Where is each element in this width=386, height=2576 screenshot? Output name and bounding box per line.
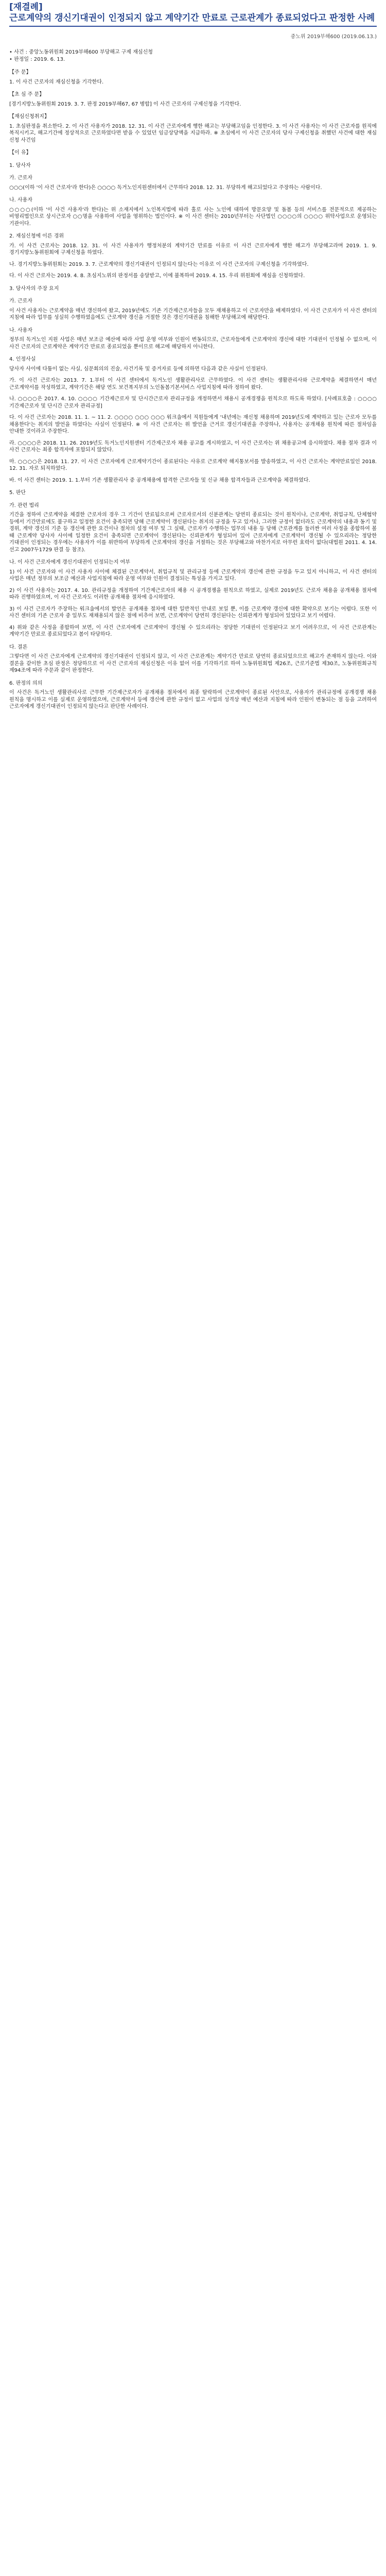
section-heading: 4. 인정사실 <box>9 357 36 362</box>
paragraph: ○○○(이하 '이 사건 근로자'라 한다)은 ○○○○ 독거노인지원센터에서 근무하다 2018. 12. 31. 부당하게 해고되었다고 주장하는 사람이다. <box>9 184 322 191</box>
paragraph: 그렇다면 이 사건 근로자에게 근로계약의 갱신기대권이 인정되지 않고, 이 사건 근로관계는 계약기간 만료로 당연히 종료되었으므로 해고가 존재하지 않는다. 이와 결론을 같이한 초심 판정은 정당하므로 이 사건 근로자의 재심신청은 이유 없어 이를 기각하기로 하여 노동위원회법 제26조, 근로기준법 제30조, 노동위원회규칙 제94조에 따라 주문과 같이 판정한다. <box>9 654 377 673</box>
paragraph: [경기지방노동위원회 2019. 3. 7. 판정 2019부해67, 67 병합] 이 사건 근로자의 구제신청을 기각한다. <box>9 101 241 107</box>
paragraph: 마. ○○○○은 2018. 11. 27. 이 사건 근로자에게 근로계약기간이 종료된다는 사유로 근로계약 해지통보서를 발송하였고, 이 사건 근로자는 계약만료일인 2018. 12. 31. 자로 퇴직하였다. <box>9 459 377 471</box>
paragraph: 이 사건은 독거노인 생활관리사로 근무한 기간제근로자가 공개채용 절차에서 최종 탈락하여 근로계약이 종료된 사안으로, 사용자가 관리규정에 공개경쟁 채용 원칙을 명시하고 이를 실제로 운영하였으며, 근로계약서 등에 갱신에 관한 규정이 없고 사업의 성격상 매년 예산과 지침에 따라 인원이 변동되는 점 등을 고려하여 근로자에게 갱신기대권이 인정되지 않는다고 판단한 사례이다. <box>9 690 377 709</box>
section-heading: 【초 심 주 문】 <box>9 92 45 97</box>
case-meta: 중노위 2019부해600 (2019.06.13.) <box>290 34 377 40</box>
section-heading: 다. 결론 <box>9 644 28 650</box>
paragraph: ○○○○(이하 '이 사건 사용자'라 한다)는 위 소재지에서 노인복지법에 따라 홀로 사는 노인에 대하여 방문요양 및 돌봄 등의 서비스를 전문적으로 제공하는 비영리법인으로 상시근로자 ○○명을 사용하여 사업을 영위하는 법인이다. ※ 이 사건 센터는 2010년부터는 사단법인 ○○○○의 ○○○○ 위탁사업으로 운영되는 기관이다. <box>9 207 377 227</box>
paragraph: 다. 이 사건 근로자는 2018. 11. 1. ~ 11. 2. ○○○○ ○○○ ○○○ 워크숍에서 직원들에게 '내년에는 재신청 채용하며 2019년도에 계약하고 있는 근로자 모두를 채용한다'는 취지의 발언을 하였다는 사실이 인정된다. ※ 이 사건 근로자는 위 발언을 근거로 갱신기대권을 주장하나, 사용자는 공개채용 원칙에 따른 절차임을 안내한 것이라고 주장한다. <box>9 415 377 434</box>
section-heading: 5. 판단 <box>9 490 26 496</box>
paragraph: 정부의 독거노인 지원 사업은 매년 보조금 예산에 따라 사업 운영 여부와 인원이 변동되므로, 근로자들에게 근로계약의 갱신에 대한 기대권이 인정될 수 없으며, 이 사건 근로자의 근로계약은 계약기간 만료로 종료되었을 뿐이므로 해고에 해당하지 아니한다. <box>9 337 377 350</box>
summary-line: • 사건 : 중앙노동위원회 2019부해600 부당해고 구제 재심신청 <box>9 49 153 55</box>
paragraph: 기간을 정하여 근로계약을 체결한 근로자의 경우 그 기간이 만료됨으로써 근로자로서의 신분관계는 당연히 종료되는 것이 원칙이나, 근로계약, 취업규칙, 단체협약 등에서 기간만료에도 불구하고 일정한 요건이 충족되면 당해 근로계약이 갱신된다는 취지의 규정을 두고 있거나, 그러한 규정이 없더라도 근로계약의 내용과 동기 및 경위, 계약 갱신의 기준 등 갱신에 관한 요건이나 절차의 설정 여부 및 그 실태, 근로자가 수행하는 업무의 내용 등 당해 근로관계를 둘러싼 여러 사정을 종합하여 볼 때 근로계약 당사자 사이에 일정한 요건이 충족되면 근로계약이 갱신된다는 신뢰관계가 형성되어 있어 근로자에게 근로계약이 갱신될 수 있으리라는 정당한 기대권이 인정되는 경우에는 사용자가 이를 위반하여 부당하게 근로계약의 갱신을 거절하는 것은 부당해고와 마찬가지로 아무런 효력이 없다(대법원 2011. 4. 14. 선고 2007두1729 판결 등 참조). <box>9 512 377 553</box>
section-heading: 가. 근로자 <box>9 175 32 181</box>
section-heading: 가. 관련 법리 <box>9 502 39 509</box>
paragraph: 가. 이 사건 근로자는 2018. 12. 31. 이 사건 사용자가 행정처분의 계약기간 만료를 이유로 이 사건 근로자에게 행한 해고가 부당해고라며 2019. 1. 9. 경기지방노동위원회에 구제신청을 하였다. <box>9 243 377 256</box>
paragraph: 다. 이 사건 근로자는 2019. 4. 8. 초심지노위의 판정서를 송달받고, 이에 불복하여 2019. 4. 15. 우리 위원회에 재심을 신청하였다. <box>9 273 305 279</box>
section-heading: 나. 사용자 <box>9 197 32 203</box>
summary-line: • 판정일 : 2019. 6. 13. <box>9 57 65 62</box>
paragraph: 1. 이 사건 근로자의 재심신청을 기각한다. <box>9 79 104 85</box>
section-heading: 【주 문】 <box>9 70 31 75</box>
section-heading: 【재심신청취지】 <box>9 114 49 120</box>
paragraph: 이 사건 사용자는 근로계약을 매년 갱신하여 왔고, 2019년에도 기존 기간제근로자들을 모두 재채용하고 이 근로자만을 배제하였다. 이 사건 근로자가 이 사건 센터의 지침에 따라 업무를 성실히 수행하였음에도 근로계약 갱신을 거절한 것은 갱신기대권을 침해한 부당해고에 해당한다. <box>9 308 377 320</box>
section-heading: 3. 당사자의 주장 요지 <box>9 285 59 292</box>
section-heading: 【이 유】 <box>9 150 31 156</box>
title-divider <box>9 26 377 27</box>
page-title: 근로계약의 갱신기대권이 인정되지 않고 계약기간 만료로 근로관계가 종료되었다고 판정한 사례 <box>9 13 375 23</box>
section-heading: 6. 판정의 의의 <box>9 680 43 686</box>
case-summary <box>9 49 377 63</box>
section-heading: 나. 이 사건 근로자에게 갱신기대권이 인정되는지 여부 <box>9 560 130 565</box>
paragraph: 바. 이 사건 센터는 2019. 1. 1.부터 기존 생활관리사 중 공개채용에 합격한 근로자들 및 신규 채용 합격자들과 근로계약을 체결하였다. <box>9 477 310 483</box>
section-heading: 가. 근로자 <box>9 298 32 304</box>
paragraph: 1) 이 사건 근로자와 이 사건 사용자 사이에 체결된 근로계약서, 취업규칙 및 관리규정 등에 근로계약의 갱신에 관한 규정을 두고 있지 아니하고, 이 사건 센터의 사업은 매년 정부의 보조금 예산과 사업지침에 따라 운영 여부와 인원이 결정되는 특성을 가지고 있다. <box>9 569 377 582</box>
paragraph: 가. 이 사건 근로자는 2013. 7. 1.부터 이 사건 센터에서 독거노인 생활관리사로 근무하였다. 이 사건 센터는 생활관리사와 근로계약을 체결하면서 매년 근로계약서를 작성하였고, 계약기간은 해당 연도 보건복지부의 노인돌봄기본서비스 사업지침에 따라 정하여 왔다. <box>9 378 377 391</box>
paragraph: 2) 이 사건 사용자는 2017. 4. 10. 관리규정을 개정하여 기간제근로자의 채용 시 공개경쟁을 원칙으로 하였고, 실제로 2019년도 근로자 채용을 공개채용 절차에 따라 진행하였으며, 이 사건 근로자도 이러한 공개채용 절차에 응시하였다. <box>9 587 377 600</box>
document-body <box>9 69 377 710</box>
paragraph: 4) 위와 같은 사정을 종합하여 보면, 이 사건 근로자에게 근로계약이 갱신될 수 있으리라는 정당한 기대권이 인정된다고 보기 어려우므로, 이 사건 근로관계는 계약기간 만료로 종료되었다고 봄이 타당하다. <box>9 624 377 637</box>
paragraph: 라. ○○○○은 2018. 11. 26. 2019년도 독거노인지원센터 기간제근로자 채용 공고를 게시하였고, 이 사건 근로자는 위 채용공고에 응시하였다. 채용 절차 결과 이 사건 근로자는 최종 합격자에 포함되지 않았다. <box>9 440 377 453</box>
section-heading: 나. 사용자 <box>9 327 32 333</box>
paragraph: 1. 초심판정을 취소한다. 2. 이 사건 사용자가 2018. 12. 31. 이 사건 근로자에게 행한 해고는 부당해고임을 인정한다. 3. 이 사건 사용자는 이 사건 근로자를 원직에 복직시키고, 해고기간에 정상적으로 근로하였다면 받을 수 있었던 임금상당액을 지급하라. ※ 초심에서 이 사건 근로자의 당사 구제신청을 취했던 사건에 대한 재심 신청 사건임 <box>9 123 377 143</box>
paragraph: 3) 이 사건 근로자가 주장하는 워크숍에서의 발언은 공개채용 절차에 대한 일반적인 안내로 보일 뿐, 이를 근로계약 갱신에 대한 확약으로 보기는 어렵다. 또한 이 사건 센터의 기존 근로자 중 일부도 재채용되지 않은 점에 비추어 보면, 근로계약이 당연히 갱신된다는 신뢰관계가 형성되어 있었다고 보기 어렵다. <box>9 606 377 619</box>
paragraph: 당사자 사이에 다툼이 없는 사실, 심문회의의 진술, 사건기록 및 증거자료 등에 의하면 다음과 같은 사실이 인정된다. <box>9 366 268 372</box>
paragraph: 나. 경기지방노동위원회는 2019. 3. 7. 근로계약의 갱신기대권이 인정되지 않는다는 이유로 이 사건 근로자의 구제신청을 기각하였다. <box>9 261 309 267</box>
paragraph: 나. ○○○○은 2017. 4. 10. ○○○○ 기간제근로자 및 단시간근로자 관리규정을 개정하면서 채용시 공개경쟁을 원칙으로 하도록 하였다. [사례표호출 : ○○○○ 기간제근로자 및 단시간 근로자 관리규정] <box>9 396 377 409</box>
section-heading: 2. 재심신청에 이른 경위 <box>9 233 64 239</box>
section-heading: 1. 당사자 <box>9 162 31 168</box>
document-tag: [재결례] <box>9 2 43 12</box>
